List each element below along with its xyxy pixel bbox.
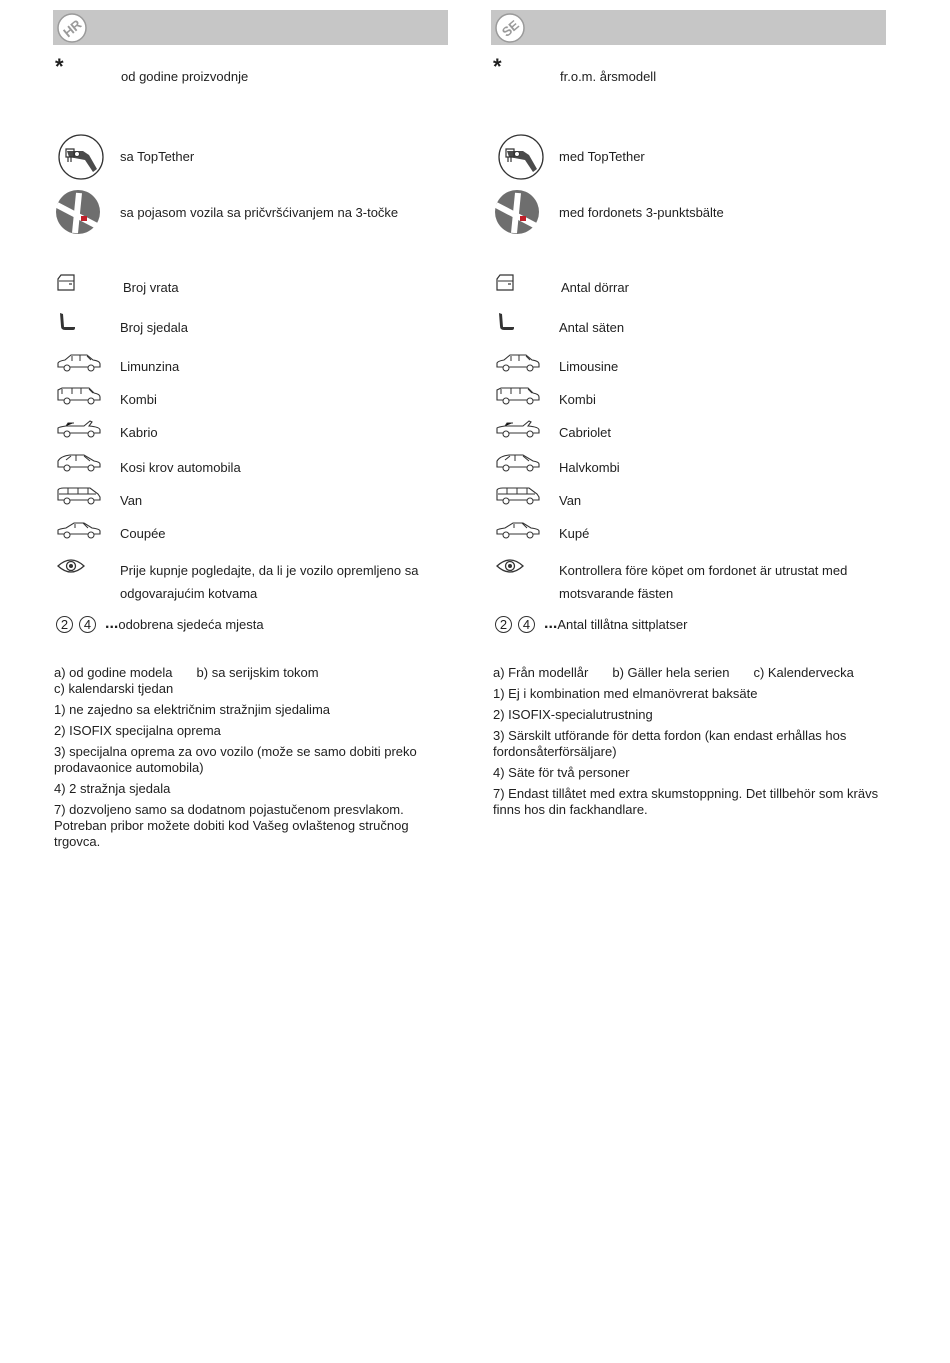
note-c: c) Kalendervecka <box>753 665 854 680</box>
note-c: c) kalendarski tjedan <box>54 681 174 696</box>
note-7: 7) dozvoljeno samo sa dodatnom pojastučenom presvlakom. Potreban pribor možete dobiti kod Vašeg ovlaštenog stručnog trgovca. <box>54 802 409 849</box>
eye-icon <box>57 558 85 579</box>
toptether-icon <box>497 133 545 186</box>
footnote-star: * <box>55 54 64 79</box>
footnote-text: od godine proizvodnje <box>121 69 249 84</box>
footnote-text: fr.o.m. årsmodell <box>560 69 657 84</box>
seat-number-two: 2 <box>495 616 512 633</box>
hatchback-label: Halvkombi <box>559 460 620 475</box>
note-b: b) Gäller hela serien <box>612 665 730 680</box>
coupe-label: Kupé <box>559 526 590 541</box>
door-icon <box>495 273 515 298</box>
note-3: 3) Särskilt utförande för detta fordon (kan endast erhållas hos fordonsåterförsäljare) <box>493 728 847 759</box>
note-a: a) Från modellår <box>493 665 589 680</box>
toptether-label: med TopTether <box>559 149 645 164</box>
language-badge-text: HR <box>60 16 85 41</box>
coupe-label: Coupée <box>120 526 166 541</box>
estate-car-icon <box>495 386 541 411</box>
coupe-car-icon <box>495 520 541 545</box>
seat-count-label: Antal tillåtna sittplatser <box>557 616 688 632</box>
seats-label: Broj sjedala <box>120 320 188 335</box>
sedan-car-icon <box>56 353 102 378</box>
seat-number-four: 4 <box>518 616 535 633</box>
van-label: Van <box>559 493 582 508</box>
note-4: 4) 2 stražnja sjedala <box>54 781 171 796</box>
hatchback-label: Kosi krov automobila <box>120 460 241 475</box>
language-badge-text: SE <box>498 17 522 40</box>
convertible-label: Kabrio <box>120 425 158 440</box>
inspect-label: Kontrollera före köpet om fordonet är utrustat med motsvarande fästen <box>559 563 848 601</box>
note-a: a) od godine modela <box>54 665 173 680</box>
door-icon <box>56 273 76 298</box>
toptether-icon <box>57 133 105 186</box>
van-icon <box>56 486 102 511</box>
language-badge-se <box>495 13 525 43</box>
toptether-label: sa TopTether <box>120 149 195 164</box>
seat-count-icons <box>53 615 264 633</box>
belt-label: sa pojasom vozila sa pričvršćivanjem na 3-točke <box>120 205 399 220</box>
seat-count-label: odobrena sjedeća mjesta <box>118 616 264 632</box>
van-icon <box>495 486 541 511</box>
ellipsis: ... <box>105 615 119 632</box>
seat-belt-icon <box>55 189 101 240</box>
hatchback-car-icon <box>495 453 541 478</box>
belt-label: med fordonets 3-punktsbälte <box>559 205 724 220</box>
hatchback-car-icon <box>56 453 102 478</box>
convertible-label: Cabriolet <box>559 425 612 440</box>
seat-number-four: 4 <box>79 616 96 633</box>
sedan-label: Limunzina <box>120 359 180 374</box>
coupe-car-icon <box>56 520 102 545</box>
doors-label: Antal dörrar <box>561 280 629 295</box>
seat-number-two: 2 <box>56 616 73 633</box>
note-3: 3) specijalna oprema za ovo vozilo (može se samo dobiti preko prodavaonice automobila) <box>54 744 417 775</box>
ellipsis: ... <box>544 615 558 632</box>
sedan-label: Limousine <box>559 359 619 374</box>
section-header-bar <box>491 10 886 45</box>
column-se <box>491 10 886 910</box>
eye-icon <box>496 558 524 579</box>
note-2: 2) ISOFIX specijalna oprema <box>54 723 221 738</box>
estate-label: Kombi <box>120 392 157 407</box>
column-hr <box>53 10 448 910</box>
note-2: 2) ISOFIX-specialutrustning <box>493 707 653 722</box>
footnote-star: * <box>493 54 502 79</box>
note-1: 1) Ej i kombination med elmanövrerat baksäte <box>493 686 758 701</box>
car-seat-icon <box>56 312 76 339</box>
seat-count-icons <box>491 615 687 633</box>
convertible-car-icon <box>495 419 541 444</box>
inspect-label: Prije kupnje pogledajte, da li je vozilo opremljeno sa odgovarajućim kotvama <box>120 563 419 601</box>
note-b: b) sa serijskim tokom <box>196 665 319 680</box>
doors-label: Broj vrata <box>123 280 179 295</box>
seat-belt-icon <box>494 189 540 240</box>
note-7: 7) Endast tillåtet med extra skumstoppning. Det tillbehör som krävs finns hos din fackhandlare. <box>493 786 879 817</box>
notes-hr <box>54 665 449 855</box>
car-seat-icon <box>495 312 515 339</box>
seats-label: Antal säten <box>559 320 625 335</box>
convertible-car-icon <box>56 419 102 444</box>
estate-label: Kombi <box>559 392 596 407</box>
section-header-bar <box>53 10 448 45</box>
note-1: 1) ne zajedno sa električnim stražnjim sjedalima <box>54 702 331 717</box>
sedan-car-icon <box>495 353 541 378</box>
estate-car-icon <box>56 386 102 411</box>
language-badge-hr <box>57 13 87 43</box>
note-4: 4) Säte för två personer <box>493 765 630 780</box>
van-label: Van <box>120 493 143 508</box>
notes-se <box>493 665 888 823</box>
